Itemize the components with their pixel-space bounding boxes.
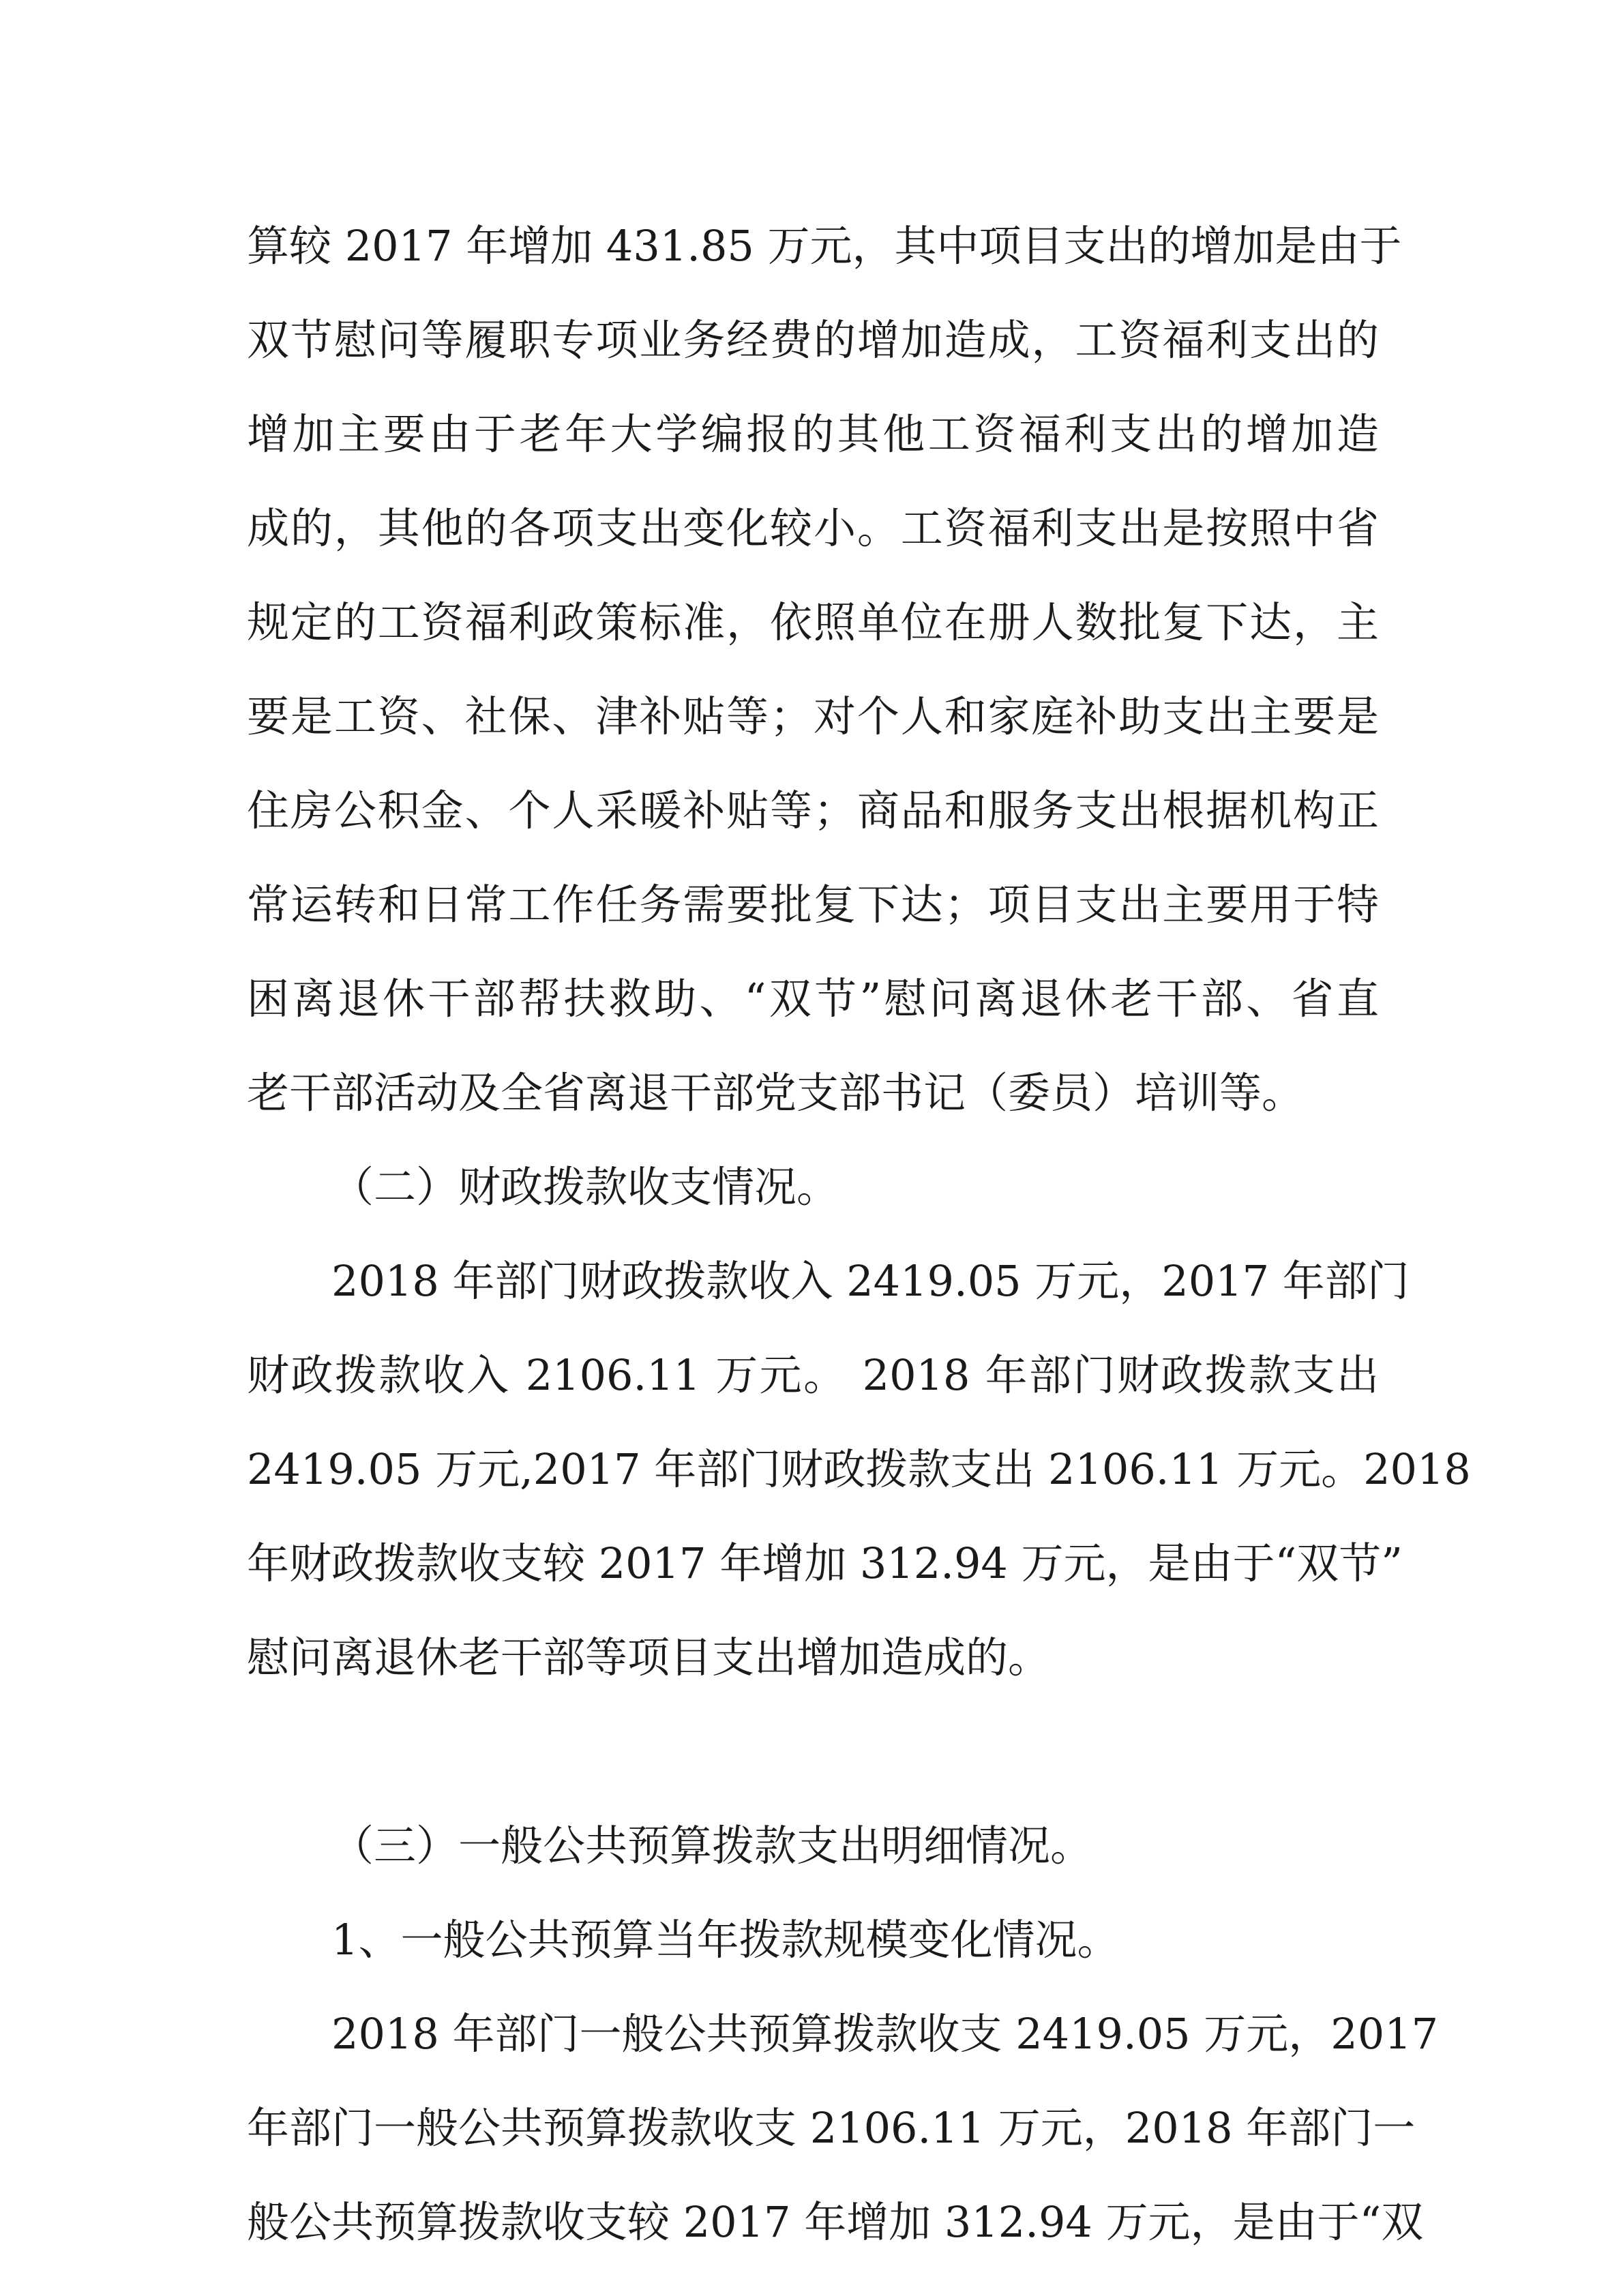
- text-line: 规定的工资福利政策标准，依照单位在册人数批复下达，主: [247, 597, 1379, 647]
- text-line: 要是工资、社保、津补贴等；对个人和家庭补助支出主要是: [247, 691, 1379, 741]
- text-line: 2018 年部门一般公共预算拨款收支 2419.05 万元，2017: [331, 2009, 1439, 2059]
- text-line: 老干部活动及全省离退干部党支部书记（委员）培训等。: [247, 1068, 1305, 1118]
- text-line: 年部门一般公共预算拨款收支 2106.11 万元，2018 年部门一: [247, 2103, 1416, 2153]
- body-text: [247, 199, 1471, 2269]
- text-line: 增加主要由于老年大学编报的其他工资福利支出的增加造: [247, 409, 1379, 459]
- text-line: 财政拨款收入 2106.11 万元。 2018 年部门财政拨款支出: [247, 1350, 1379, 1400]
- section-heading: （二）财政拨款收支情况。: [331, 1162, 839, 1212]
- text-line: 算较 2017 年增加 431.85 万元，其中项目支出的增加是由于: [247, 221, 1402, 271]
- text-line: 困离退休干部帮扶救助、“双节”慰问离退休老干部、省直: [247, 974, 1379, 1024]
- text-line: 2018 年部门财政拨款收入 2419.05 万元，2017 年部门: [331, 1256, 1410, 1306]
- text-line: 成的，其他的各项支出变化较小。工资福利支出是按照中省: [247, 503, 1379, 553]
- text-line: 住房公积金、个人采暖补贴等；商品和服务支出根据机构正: [247, 786, 1379, 835]
- blank-line: [247, 1705, 1379, 1799]
- text-line: 常运转和日常工作任务需要批复下达；项目支出主要用于特: [247, 880, 1379, 929]
- text-line: 双节慰问等履职专项业务经费的增加造成，工资福利支出的: [247, 315, 1379, 365]
- text-line: 般公共预算拨款收支较 2017 年增加 312.94 万元，是由于“双: [247, 2197, 1424, 2247]
- text-line: 2419.05 万元,2017 年部门财政拨款支出 2106.11 万元。2018: [247, 1444, 1471, 1494]
- subsection-heading: 1、一般公共预算当年拨款规模变化情况。: [331, 1915, 1120, 1965]
- section-heading: （三）一般公共预算拨款支出明细情况。: [331, 1821, 1093, 1870]
- text-line: 年财政拨款收支较 2017 年增加 312.94 万元，是由于“双节”: [247, 1538, 1403, 1588]
- text-line: 慰问离退休老干部等项目支出增加造成的。: [247, 1632, 1051, 1682]
